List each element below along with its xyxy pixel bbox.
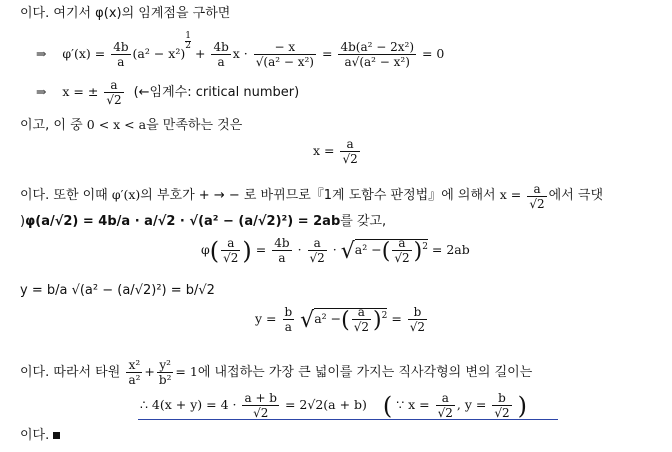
equals-sign: =	[321, 46, 333, 61]
equation-final-answer: ∴ 4(x + y) = 4 · $\frac{a + b}{√2}$ = 2√2(a + b) ( ∵ x = $\frac{a}{√2}$ , y = $\frac{b}{√2}$ )	[140, 391, 527, 420]
plus-sign: +	[194, 46, 206, 61]
frac-neg-x: $\frac{- x}{\text{√(a² − x²)}}$	[255, 40, 314, 69]
frac-a-over-sqrt2-3: $\frac{a}{√2}$	[529, 182, 545, 211]
frac-a-over-sqrt2-5: $\frac{a}{√2}$	[437, 391, 453, 420]
frac-4b-over-a: $\frac{4b}{a}$	[113, 40, 129, 69]
frac-inner-2: $\frac{a}{√2}$	[353, 305, 369, 334]
frac-b-over-sqrt2: $\frac{b}{√2}$	[409, 305, 426, 334]
frac-4b-over-a-2: $\frac{4b}{a}$	[213, 40, 229, 69]
equation-x-solution: x = $\frac{a}{√2}$	[313, 137, 358, 166]
x-dot: x ·	[232, 46, 248, 61]
text-line-3: 이다. 또한 이때 φ′(x)의 부호가 + → − 로 바뀌므로『1계 도함수 판정법』에 의해서 x = $\frac{a}{√2}$ 에서 극댓	[20, 182, 604, 211]
text-line-5: y = b/a √(a² − (a/√2)²) = b/√2	[20, 283, 215, 298]
frac-4b-over-a-3: $\frac{4b}{a}$	[274, 236, 290, 265]
text-line-2: 이고, 이 중 0 < x < a을 만족하는 것은	[20, 117, 243, 133]
implies-symbol-2: ⇒	[36, 84, 47, 99]
frac-a-over-sqrt2-2: $\frac{a}{√2}$	[342, 137, 358, 166]
equation-phi-max: φ( $\frac{a}{√2}$ ) = $\frac{4b}{a}$ · $\frac{a}{√2}$ · √a² −( $\frac{a}{√2}$ )$^2$ = 2ab	[201, 236, 470, 265]
qed-square-icon	[53, 432, 60, 439]
frac-x2-a2: $\frac{\text{x²}}{\text{a²}}$	[128, 358, 141, 387]
max-value-label: φ(a/√2) = 4b/a · a/√2 · √(a² − (a/√2)²) = 2ab	[25, 214, 341, 229]
text-line-7: 이다.	[20, 428, 60, 444]
frac-b-over-sqrt2-2: $\frac{b}{√2}$	[494, 391, 510, 420]
text-line-4: )φ(a/√2) = 4b/a · a/√2 · √(a² − (a/√2)²) = 2ab를 갖고,	[20, 214, 387, 229]
a2-minus-x2: (a² − x²)	[132, 46, 186, 61]
x-plus-minus: x = ±	[62, 84, 99, 99]
frac-b-over-a: $\frac{b}{a}$	[284, 305, 293, 334]
frac-a-over-sqrt2-4: $\frac{a}{√2}$	[309, 236, 325, 265]
answer-underline	[138, 419, 558, 420]
frac-phi-arg: $\frac{a}{√2}$	[223, 236, 239, 265]
frac-inner: $\frac{a}{√2}$	[394, 236, 410, 265]
critical-number-note: (←임계수: critical number)	[133, 85, 300, 100]
frac-a-over-sqrt2: $\frac{a}{√2}$	[106, 78, 122, 107]
phi-prime: φ′(x) =	[62, 46, 106, 61]
equation-y-value: y = $\frac{b}{a}$ √a² −( $\frac{a}{√2}$ )$^2$ = $\frac{b}{√2}$	[255, 305, 426, 334]
text-line-1: 이다. 여기서 φ(x)의 임계점을 구하면	[20, 6, 231, 21]
equation-derivative: ⇒ φ′(x) = $\frac{4b}{a}$ (a² − x²) $^{\frac{1}{2}}$ + $\frac{4b}{a}$ x · $\frac{- x}{\text{√(a² − x²)}}$ = $\frac{\text{4b(a² − 2x²)}}{\text{a√(a² − x²)}}$ = 0	[36, 31, 445, 69]
equals-zero: = 0	[421, 46, 445, 61]
frac-big: $\frac{\text{4b(a² − 2x²)}}{\text{a√(a² − x²)}}$	[340, 40, 414, 69]
implies-symbol: ⇒	[36, 46, 47, 61]
text-line-6: 이다. 따라서 타원 $\frac{\text{x²}}{\text{a²}}$ + $\frac{\text{y²}}{\text{b²}}$ = 1에 내접하는 가장 큰 넓이를 가지는 직사각형의 변의 길이는	[20, 358, 533, 387]
equation-critical-number	[36, 78, 299, 107]
frac-apb-over-sqrt2: $\frac{a + b}{√2}$	[244, 391, 277, 420]
frac-y2-b2: $\frac{\text{y²}}{\text{b²}}$	[158, 358, 172, 387]
